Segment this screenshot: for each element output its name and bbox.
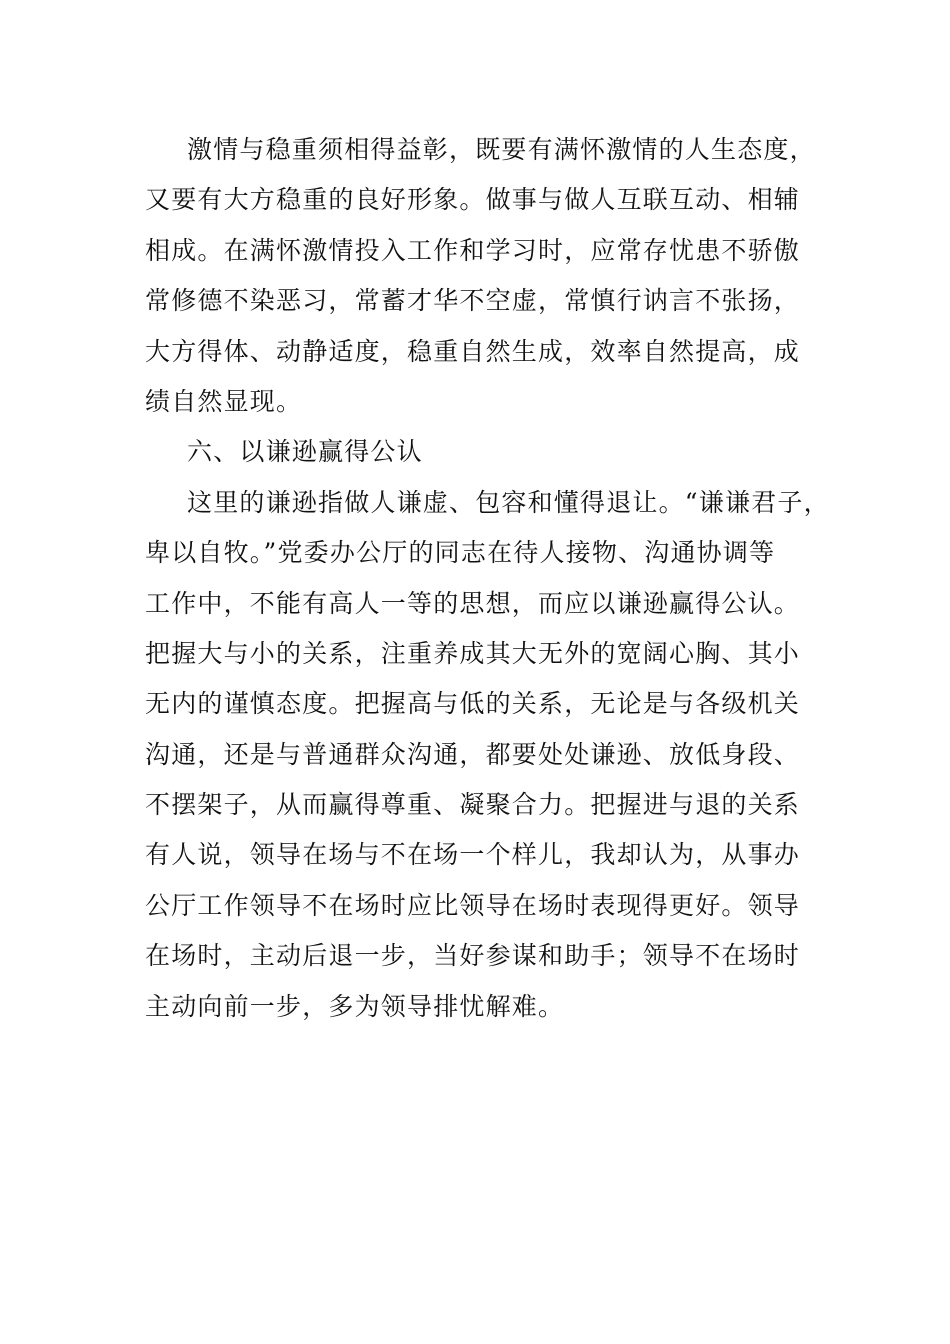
paragraph-line: 激情与稳重须相得益彰，既要有满怀激情的人生态度， (187, 135, 816, 164)
paragraph-line: 不摆架子，从而赢得尊重、凝聚合力。把握进与退的关系 (145, 790, 801, 820)
document-body (145, 125, 835, 1032)
paragraph-line: 又要有大方稳重的良好形象。做事与做人互联互动、相辅 (145, 185, 801, 215)
paragraph-line: 在场时，主动后退一步，当好参谋和助手；领导不在场时 (145, 941, 801, 971)
paragraph-line: 常修德不染恶习，常蓄才华不空虚，常慎行讷言不张扬， (145, 286, 801, 316)
paragraph-line: 有人说，领导在场与不在场一个样儿，我却认为，从事办 (145, 840, 801, 870)
paragraph-line: 绩自然显现。 (145, 386, 303, 416)
paragraph-line: 公厅工作领导不在场时应比领导在场时表现得更好。领导 (145, 890, 801, 920)
paragraph-line: 相成。在满怀激情投入工作和学习时，应常存忧患不骄傲 (145, 235, 801, 265)
paragraph-line: 无内的谨慎态度。把握高与低的关系，无论是与各级机关 (145, 689, 801, 719)
paragraph-line: 这里的谦逊指做人谦虚、包容和懂得退让。“谦谦君子， (187, 487, 830, 517)
paragraph-line: 大方得体、动静适度，稳重自然生成，效率自然提高，成 (145, 336, 801, 366)
paragraph-line: 卑以自牧。”党委办公厅的同志在待人接物、沟通协调等 (145, 538, 776, 568)
paragraph-line: 把握大与小的关系，注重养成其大无外的宽阔心胸、其小 (145, 638, 801, 668)
paragraph-line: 工作中，不能有高人一等的思想，而应以谦逊赢得公认。 (145, 588, 801, 618)
paragraph-line: 沟通，还是与普通群众沟通，都要处处谦逊、放低身段、 (145, 739, 801, 769)
paragraph-line: 主动向前一步，多为领导排忧解难。 (145, 991, 565, 1021)
section-heading: 六、以谦逊赢得公认 (187, 437, 423, 467)
